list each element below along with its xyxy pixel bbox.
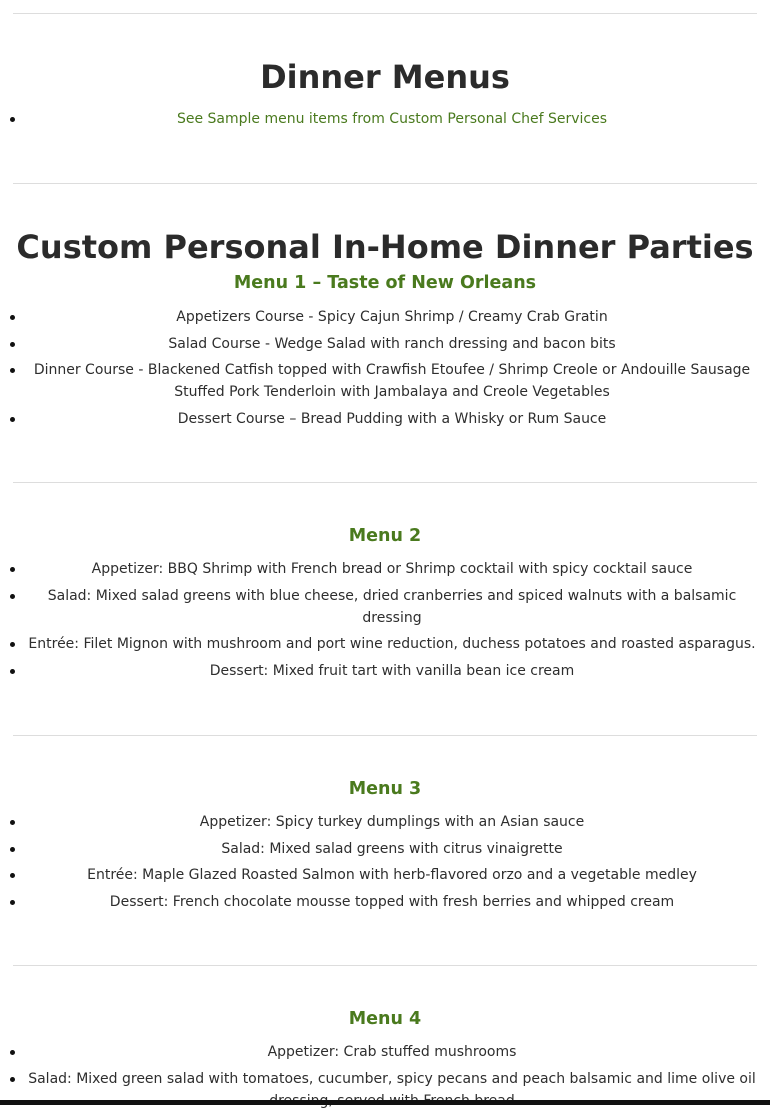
list-item: Salad Course - Wedge Salad with ranch dressing and bacon bits bbox=[0, 333, 770, 355]
divider bbox=[13, 965, 757, 966]
dinner-parties-heading: Custom Personal In-Home Dinner Parties bbox=[16, 228, 754, 266]
menu-3-list bbox=[0, 811, 770, 917]
list-item: Salad: Mixed salad greens with blue cheese, dried cranberries and spiced walnuts with a balsamic dressing bbox=[0, 585, 770, 629]
list-item: Dessert: French chocolate mousse topped with fresh berries and whipped cream bbox=[0, 891, 770, 913]
divider bbox=[13, 735, 757, 736]
list-item: Appetizer: Crab stuffed mushrooms bbox=[0, 1041, 770, 1063]
list-item: Entrée: Filet Mignon with mushroom and port wine reduction, duchess potatoes and roasted asparagus. bbox=[0, 633, 770, 655]
dinner-menus-list bbox=[0, 108, 770, 135]
dinner-menus-heading: Dinner Menus bbox=[260, 58, 510, 96]
menu-1-list bbox=[0, 306, 770, 434]
list-item: Appetizer: BBQ Shrimp with French bread or Shrimp cocktail with spicy cocktail sauce bbox=[0, 558, 770, 580]
list-item: Dessert: Mixed fruit tart with vanilla bean ice cream bbox=[0, 660, 770, 682]
list-item: Appetizer: Spicy turkey dumplings with an Asian sauce bbox=[0, 811, 770, 833]
divider bbox=[13, 482, 757, 483]
list-item: Salad: Mixed green salad with tomatoes, cucumber, spicy pecans and peach balsamic and lime olive oil bbox=[0, 1068, 770, 1112]
menu-2-list bbox=[0, 558, 770, 686]
list-item: Entrée: Maple Glazed Roasted Salmon with herb-flavored orzo and a vegetable medley bbox=[0, 864, 770, 886]
list-item: Appetizers Course - Spicy Cajun Shrimp / Creamy Crab Gratin bbox=[0, 306, 770, 328]
bottom-bar bbox=[0, 1100, 770, 1105]
list-item: Salad: Mixed salad greens with citrus vinaigrette bbox=[0, 838, 770, 860]
menu-1-title: Menu 1 – Taste of New Orleans bbox=[233, 273, 537, 293]
menu-4-title: Menu 4 bbox=[348, 1009, 422, 1029]
list-item: Dessert Course – Bread Pudding with a Whisky or Rum Sauce bbox=[0, 408, 770, 430]
menu-3-title: Menu 3 bbox=[348, 779, 422, 799]
menu-2-title: Menu 2 bbox=[348, 526, 422, 546]
sample-menu-link[interactable]: See Sample menu items from Custom Personal Chef Services bbox=[176, 111, 608, 127]
list-item: Dinner Course - Blackened Catfish topped with Crawfish Etoufee / Shrimp Creole or Andouille Sausage Stuffed Pork Tenderloin with Jambalaya and Creole Vegetables bbox=[0, 359, 770, 403]
list-item bbox=[0, 108, 770, 130]
divider bbox=[13, 13, 757, 14]
divider bbox=[13, 183, 757, 184]
